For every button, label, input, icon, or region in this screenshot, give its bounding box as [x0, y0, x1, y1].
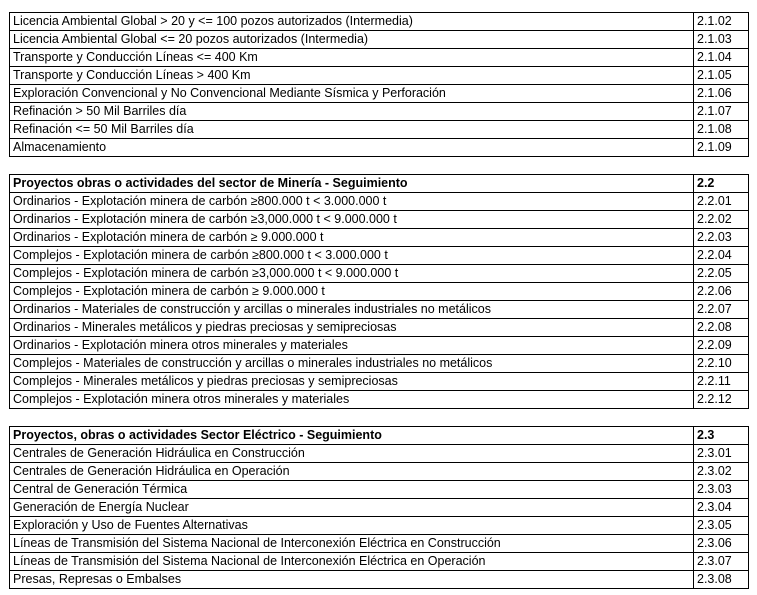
table-row: [10, 301, 749, 319]
activity-description: Ordinarios - Explotación minera otros minerales y materiales: [10, 337, 694, 355]
activity-code: 2.1.08: [694, 121, 749, 139]
activity-code: 2.1.04: [694, 49, 749, 67]
table-row: [10, 193, 749, 211]
activity-code: 2.1.02: [694, 13, 749, 31]
table-row: [10, 103, 749, 121]
section-title: Proyectos, obras o actividades Sector Eléctrico - Seguimiento: [10, 427, 694, 445]
activity-description: Complejos - Explotación minera otros minerales y materiales: [10, 391, 694, 409]
activity-code: 2.3.05: [694, 517, 749, 535]
table-row: [10, 499, 749, 517]
table-row: [10, 355, 749, 373]
activity-code: 2.3.04: [694, 499, 749, 517]
activity-description: Presas, Represas o Embalses: [10, 571, 694, 589]
activity-description: Complejos - Explotación minera de carbón ≥3,000.000 t < 9.000.000 t: [10, 265, 694, 283]
table-row: [10, 13, 749, 31]
section-header-row: [10, 175, 749, 193]
table-row: [10, 535, 749, 553]
activity-description: Complejos - Explotación minera de carbón ≥ 9.000.000 t: [10, 283, 694, 301]
activity-description: Complejos - Minerales metálicos y piedras preciosas y semipreciosas: [10, 373, 694, 391]
section-title: Proyectos obras o actividades del sector de Minería - Seguimiento: [10, 175, 694, 193]
activity-description: Complejos - Materiales de construcción y arcillas o minerales industriales no metálicos: [10, 355, 694, 373]
activity-code: 2.2.12: [694, 391, 749, 409]
activity-code: 2.1.07: [694, 103, 749, 121]
activity-description: Ordinarios - Explotación minera de carbón ≥800.000 t < 3.000.000 t: [10, 193, 694, 211]
activity-description: Líneas de Transmisión del Sistema Nacional de Interconexión Eléctrica en Operación: [10, 553, 694, 571]
activity-code: 2.1.05: [694, 67, 749, 85]
section-header-row: [10, 427, 749, 445]
activity-code: 2.3.01: [694, 445, 749, 463]
activity-description: Centrales de Generación Hidráulica en Construcción: [10, 445, 694, 463]
activity-code: 2.2.04: [694, 247, 749, 265]
activity-code: 2.2.05: [694, 265, 749, 283]
section-spacer: [9, 157, 749, 174]
table-row: [10, 571, 749, 589]
activity-description: Centrales de Generación Hidráulica en Operación: [10, 463, 694, 481]
table-row: [10, 247, 749, 265]
activity-description: Refinación <= 50 Mil Barriles día: [10, 121, 694, 139]
activity-code: 2.2.07: [694, 301, 749, 319]
section-spacer: [9, 409, 749, 426]
table-row: [10, 445, 749, 463]
tariff-code-document: [9, 12, 749, 589]
activity-code: 2.3.02: [694, 463, 749, 481]
activity-description: Licencia Ambiental Global > 20 y <= 100 pozos autorizados (Intermedia): [10, 13, 694, 31]
activity-code: 2.1.03: [694, 31, 749, 49]
table-row: [10, 85, 749, 103]
table-row: [10, 211, 749, 229]
activity-code: 2.3.07: [694, 553, 749, 571]
activity-description: Transporte y Conducción Líneas > 400 Km: [10, 67, 694, 85]
activity-description: Central de Generación Térmica: [10, 481, 694, 499]
activity-description: Transporte y Conducción Líneas <= 400 Km: [10, 49, 694, 67]
table-row: [10, 121, 749, 139]
table-row: [10, 67, 749, 85]
table-row: [10, 139, 749, 157]
section-table: [9, 12, 749, 157]
section-code: 2.2: [694, 175, 749, 193]
activity-code: 2.1.06: [694, 85, 749, 103]
table-row: [10, 481, 749, 499]
table-row: [10, 553, 749, 571]
section-table: [9, 174, 749, 409]
activity-code: 2.2.09: [694, 337, 749, 355]
activity-description: Almacenamiento: [10, 139, 694, 157]
section-table: [9, 426, 749, 589]
activity-description: Generación de Energía Nuclear: [10, 499, 694, 517]
activity-code: 2.3.03: [694, 481, 749, 499]
activity-description: Líneas de Transmisión del Sistema Nacional de Interconexión Eléctrica en Construcción: [10, 535, 694, 553]
activity-code: 2.2.03: [694, 229, 749, 247]
table-row: [10, 283, 749, 301]
activity-description: Exploración y Uso de Fuentes Alternativas: [10, 517, 694, 535]
table-row: [10, 391, 749, 409]
activity-description: Licencia Ambiental Global <= 20 pozos autorizados (Intermedia): [10, 31, 694, 49]
activity-code: 2.2.10: [694, 355, 749, 373]
activity-code: 2.3.08: [694, 571, 749, 589]
section-code: 2.3: [694, 427, 749, 445]
activity-description: Ordinarios - Materiales de construcción y arcillas o minerales industriales no metálicos: [10, 301, 694, 319]
table-row: [10, 265, 749, 283]
table-row: [10, 463, 749, 481]
activity-code: 2.2.11: [694, 373, 749, 391]
table-row: [10, 373, 749, 391]
table-row: [10, 229, 749, 247]
activity-description: Complejos - Explotación minera de carbón ≥800.000 t < 3.000.000 t: [10, 247, 694, 265]
table-row: [10, 31, 749, 49]
activity-code: 2.3.06: [694, 535, 749, 553]
table-row: [10, 49, 749, 67]
activity-code: 2.2.06: [694, 283, 749, 301]
activity-description: Exploración Convencional y No Convencional Mediante Sísmica y Perforación: [10, 85, 694, 103]
activity-code: 2.2.02: [694, 211, 749, 229]
table-row: [10, 517, 749, 535]
table-row: [10, 319, 749, 337]
activity-description: Ordinarios - Explotación minera de carbón ≥3,000.000 t < 9.000.000 t: [10, 211, 694, 229]
table-row: [10, 337, 749, 355]
activity-description: Ordinarios - Explotación minera de carbón ≥ 9.000.000 t: [10, 229, 694, 247]
activity-description: Ordinarios - Minerales metálicos y piedras preciosas y semipreciosas: [10, 319, 694, 337]
activity-code: 2.2.01: [694, 193, 749, 211]
activity-description: Refinación > 50 Mil Barriles día: [10, 103, 694, 121]
activity-code: 2.1.09: [694, 139, 749, 157]
activity-code: 2.2.08: [694, 319, 749, 337]
